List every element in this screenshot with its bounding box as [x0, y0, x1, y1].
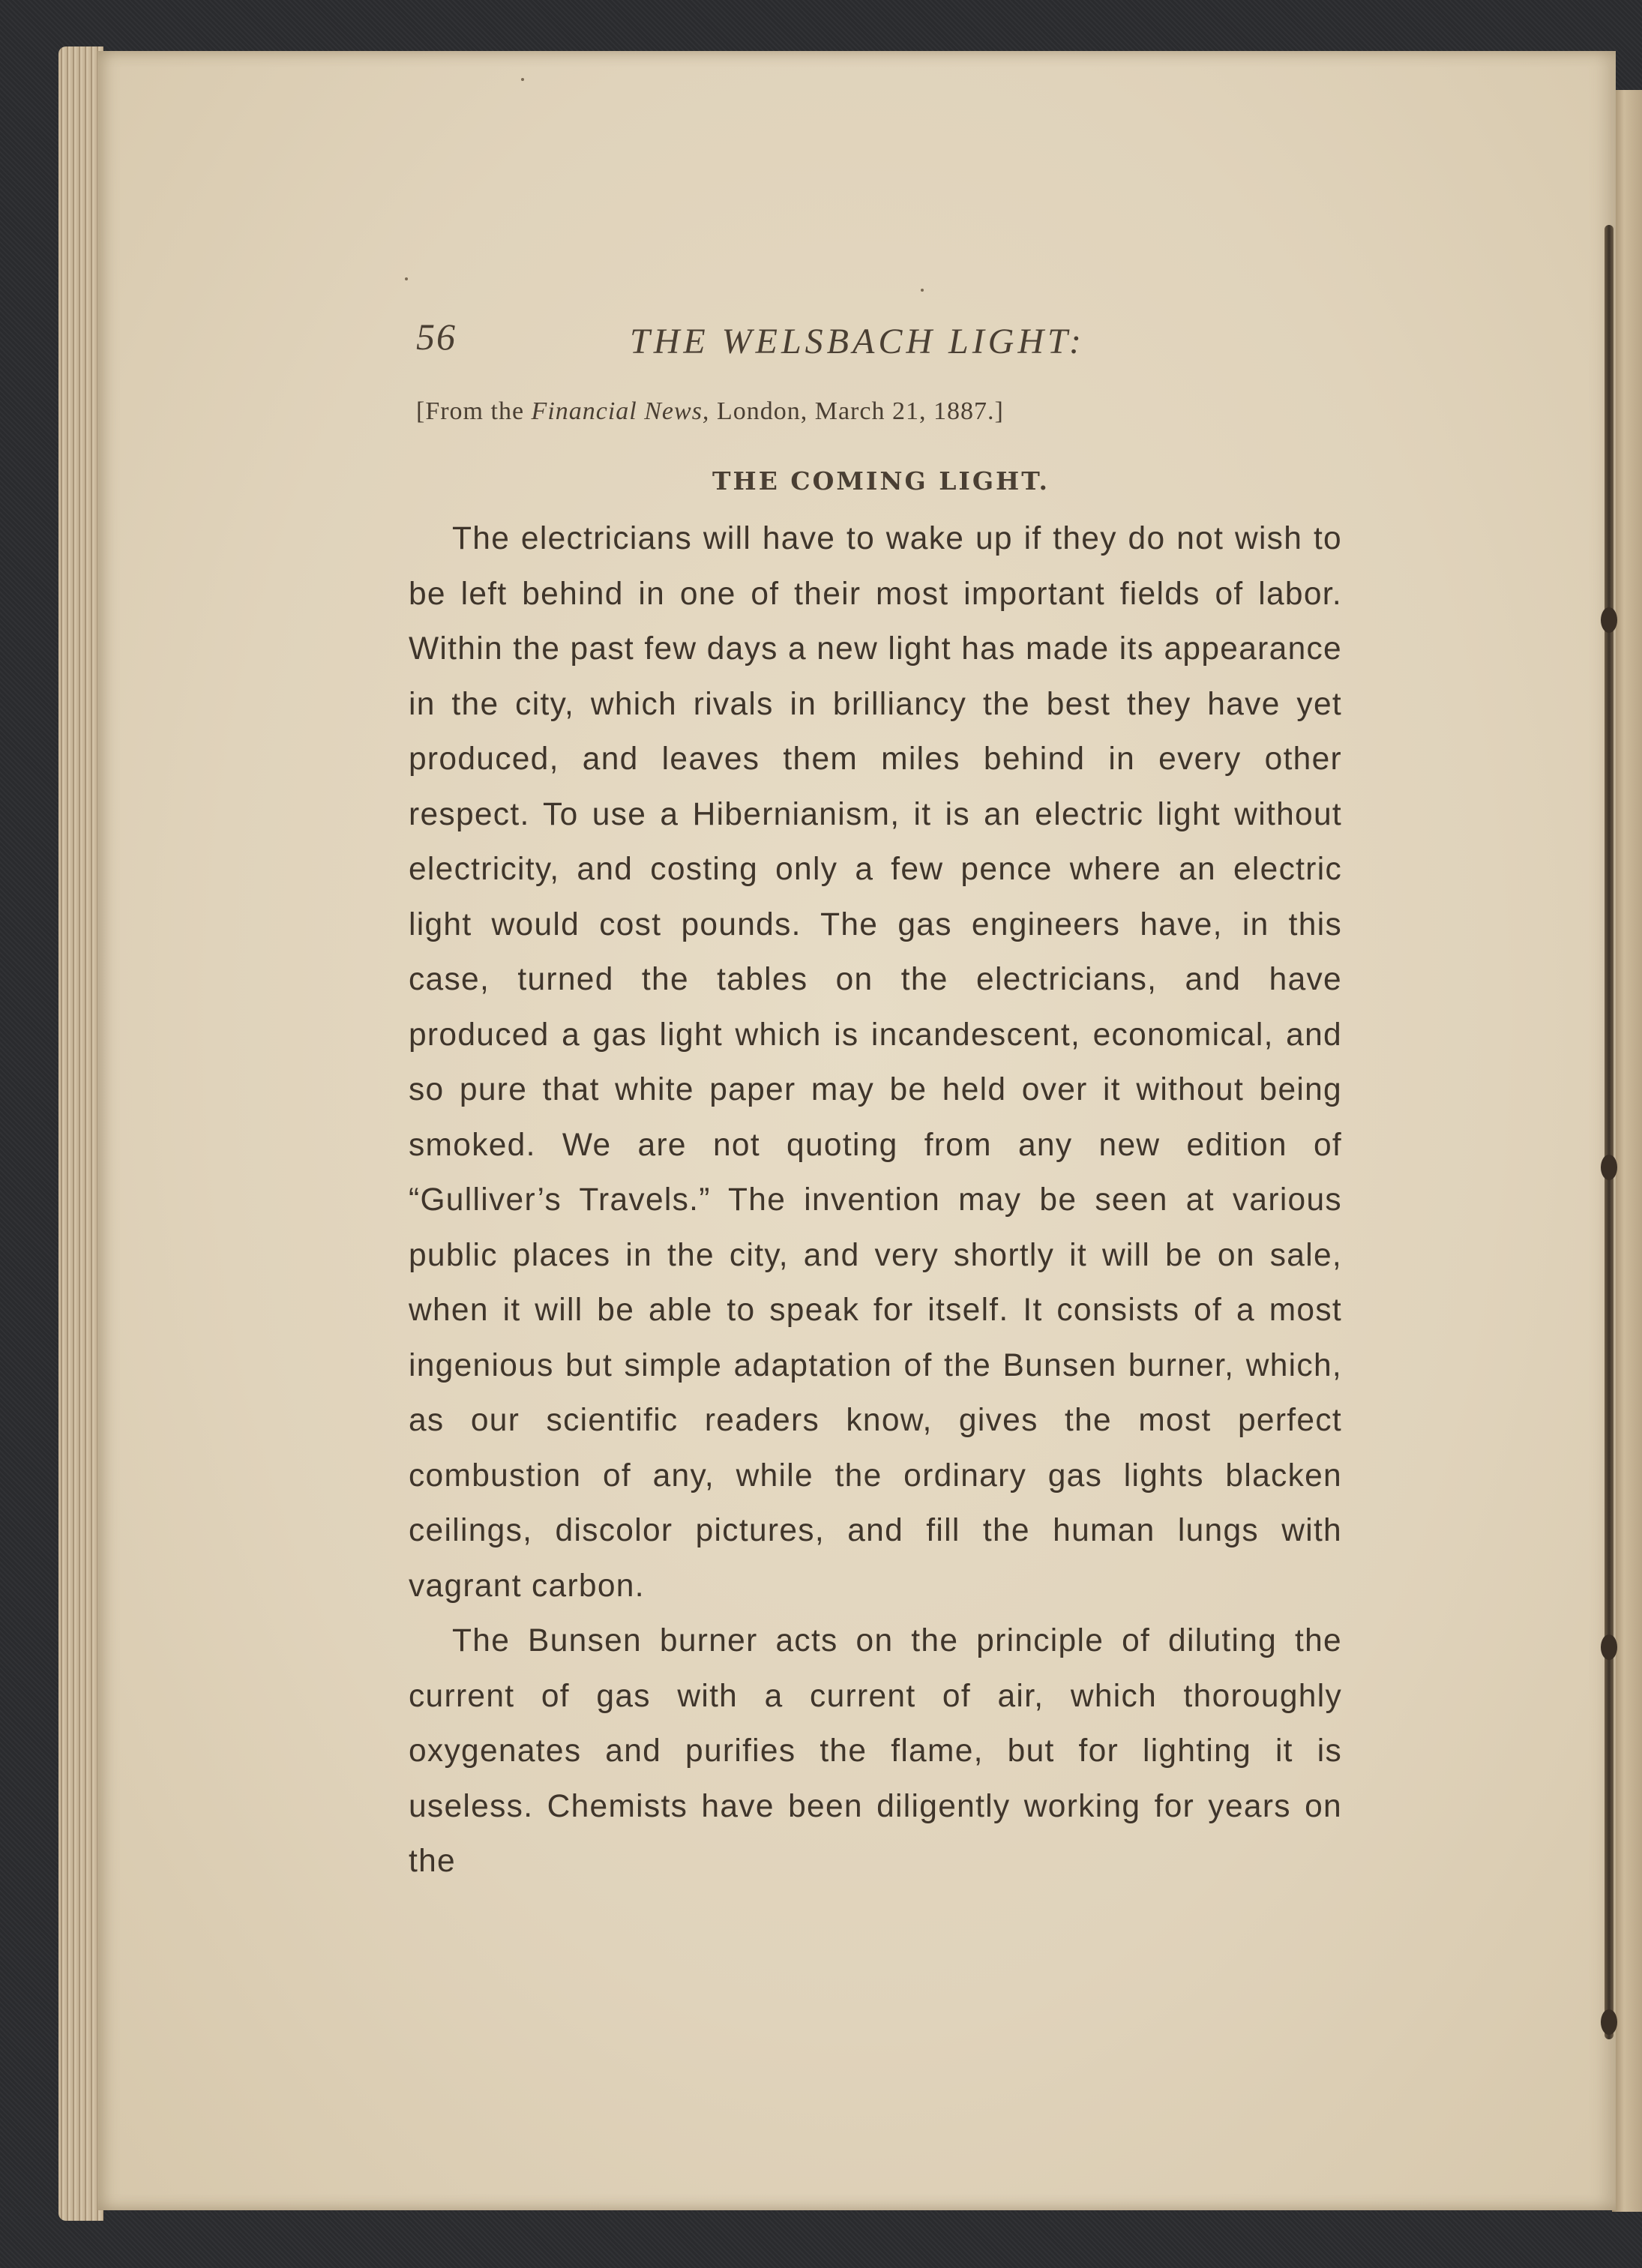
page-number: 56 — [416, 316, 457, 358]
source-publication: Financial News, — [531, 397, 710, 425]
paragraph: The electricians will have to wake up if they do not wish to be left behind in one of their most important fields of labor. Within the past few days a new light has made its appearance in the city, which rivals in brilliancy the best they have yet produced, and leaves them miles behind in every other respect. To use a Hibernianism, it is an electric light without electricity, and costing only a few pence where an electric light would cost pounds. The gas engineers have, in this case, turned the tables on the electricians, and have produced a gas light which is incandescent, economical, and so pure that white paper may be held over it without being smoked. We are not quoting from any new edition of “Gulliver’s Travels.” The invention may be seen at various public places in the city, and very shortly it will be on sale, when it will be able to speak for itself. It consists of a most ingenious but simple adaptation of the Bunsen burner, which, as our scientific readers know, gives the most perfect combustion of any, while the ordinary gas lights blacken ceilings, discolor pictures, and fill the human lungs with vagrant carbon. — [409, 521, 1342, 1604]
page-content — [409, 315, 1353, 1879]
running-title: THE WELSBACH LIGHT: — [630, 322, 1086, 361]
binding-knot — [1601, 1155, 1617, 1180]
binding-thread — [1605, 225, 1614, 2039]
page-edges — [58, 46, 103, 2221]
source-suffix: London, March 21, 1887.] — [716, 397, 1004, 425]
running-head — [409, 315, 1353, 375]
paper-speck — [521, 78, 524, 81]
paper-speck — [921, 289, 924, 292]
binding-knot — [1601, 1634, 1617, 1660]
paragraph: The Bunsen burner acts on the principle of diluting the current of gas with a current of air, which thoroughly oxygenates and purifies the flame, but for lighting it is useless. Chemists have been diligently working for years on the — [409, 1623, 1342, 1879]
paper-speck — [405, 277, 408, 280]
binding-knot — [1601, 607, 1617, 633]
source-citation — [416, 397, 1004, 426]
source-prefix: [From the — [416, 397, 525, 425]
article-title: THE COMING LIGHT. — [712, 466, 1050, 496]
article-body — [409, 511, 1342, 1889]
facing-page-edge — [1612, 90, 1642, 2212]
binding-knot — [1601, 2009, 1617, 2035]
